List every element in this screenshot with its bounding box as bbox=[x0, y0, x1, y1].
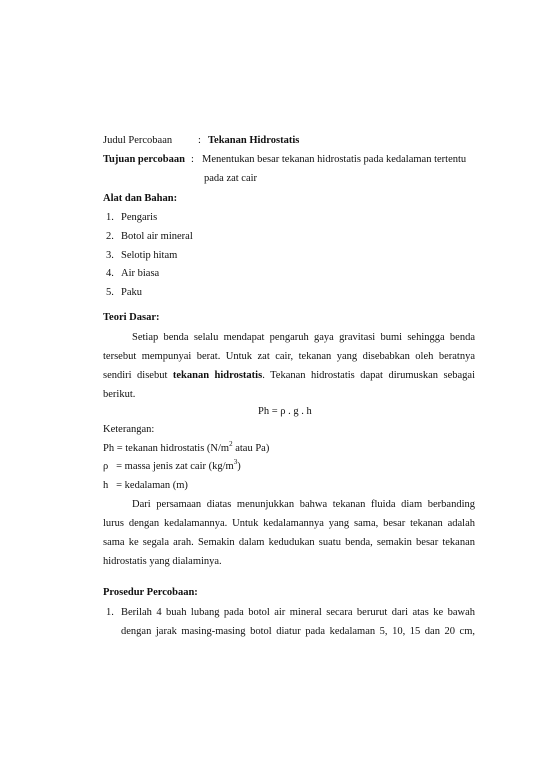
keterangan-label: Keterangan: bbox=[103, 424, 155, 435]
alat-num: 2. bbox=[106, 231, 114, 242]
judul-colon: : bbox=[198, 135, 201, 146]
teori-p2-line4: hidrostatis yang dialaminya. bbox=[103, 556, 222, 567]
alat-item: Selotip hitam bbox=[121, 250, 178, 261]
formula: Ph = ρ . g . h bbox=[258, 406, 312, 417]
teori-heading: Teori Dasar: bbox=[103, 312, 160, 323]
alat-item: Pengaris bbox=[121, 212, 158, 223]
alat-num: 5. bbox=[106, 287, 114, 298]
keterangan-ph bbox=[103, 440, 270, 454]
keterangan-ph-b: atau Pa) bbox=[232, 443, 270, 454]
prosedur-item1-line2: dengan jarak masing-masing botol diatur pada kedalaman 5, 10, 15 dan 20 cm, bbox=[121, 626, 475, 637]
tujuan-value-line2: pada zat cair bbox=[204, 173, 258, 184]
teori-p1-line3 bbox=[103, 370, 475, 381]
judul-label: Judul Percobaan bbox=[103, 135, 173, 146]
prosedur-num: 1. bbox=[106, 607, 114, 618]
keterangan-ph-a: Ph = tekanan hidrostatis (N/m bbox=[103, 443, 230, 454]
prosedur-heading: Prosedur Percobaan: bbox=[103, 587, 198, 598]
teori-p2-line2: lurus dengan kedalamannya. Untuk kedalamannya yang sama, besar tekanan adalah bbox=[103, 518, 475, 529]
tujuan-value-line1: Menentukan besar tekanan hidrostatis pada kedalaman tertentu bbox=[202, 154, 467, 165]
keterangan-rho-sup: 3 bbox=[233, 458, 238, 466]
alat-heading: Alat dan Bahan: bbox=[103, 193, 178, 204]
keterangan-rho-b: ) bbox=[237, 461, 241, 472]
teori-p2-line3: sama ke segala arah. Semakin dalam kedudukan suatu benda, semakin besar tekanan bbox=[103, 537, 475, 548]
teori-p1-line3-b: . Tekanan hidrostatis dapat dirumuskan sebagai bbox=[262, 370, 475, 381]
prosedur-item1-line1: Berilah 4 buah lubang pada botol air mineral secara berurut dari atas ke bawah bbox=[121, 607, 475, 618]
alat-num: 1. bbox=[106, 212, 114, 223]
tujuan-label: Tujuan percobaan bbox=[103, 154, 185, 165]
keterangan-ph-sup: 2 bbox=[229, 440, 233, 448]
teori-p1-line3-bold: tekanan hidrostatis bbox=[172, 370, 263, 381]
alat-num: 3. bbox=[106, 250, 114, 261]
keterangan-rho-a: ρ = massa jenis zat cair (kg/m bbox=[103, 461, 234, 472]
keterangan-rho bbox=[103, 458, 241, 472]
alat-item: Air biasa bbox=[121, 268, 160, 279]
teori-p1-line3-a: sendiri disebut bbox=[103, 370, 173, 381]
teori-p1-line1: Setiap benda selalu mendapat pengaruh gaya gravitasi bumi sehingga benda bbox=[132, 332, 475, 343]
judul-value: Tekanan Hidrostatis bbox=[208, 135, 300, 146]
alat-item: Botol air mineral bbox=[121, 231, 193, 242]
alat-item: Paku bbox=[121, 287, 142, 298]
teori-p2-line1: Dari persamaan diatas menunjukkan bahwa tekanan fluida diam berbanding bbox=[132, 499, 475, 510]
teori-p1-line2: tersebut mempunyai berat. Untuk zat cair, tekanan yang disebabkan oleh beratnya bbox=[103, 351, 475, 362]
tujuan-colon: : bbox=[191, 154, 194, 165]
teori-p1-line4: berikut. bbox=[103, 389, 136, 400]
keterangan-h: h = kedalaman (m) bbox=[103, 480, 188, 491]
alat-num: 4. bbox=[106, 268, 114, 279]
